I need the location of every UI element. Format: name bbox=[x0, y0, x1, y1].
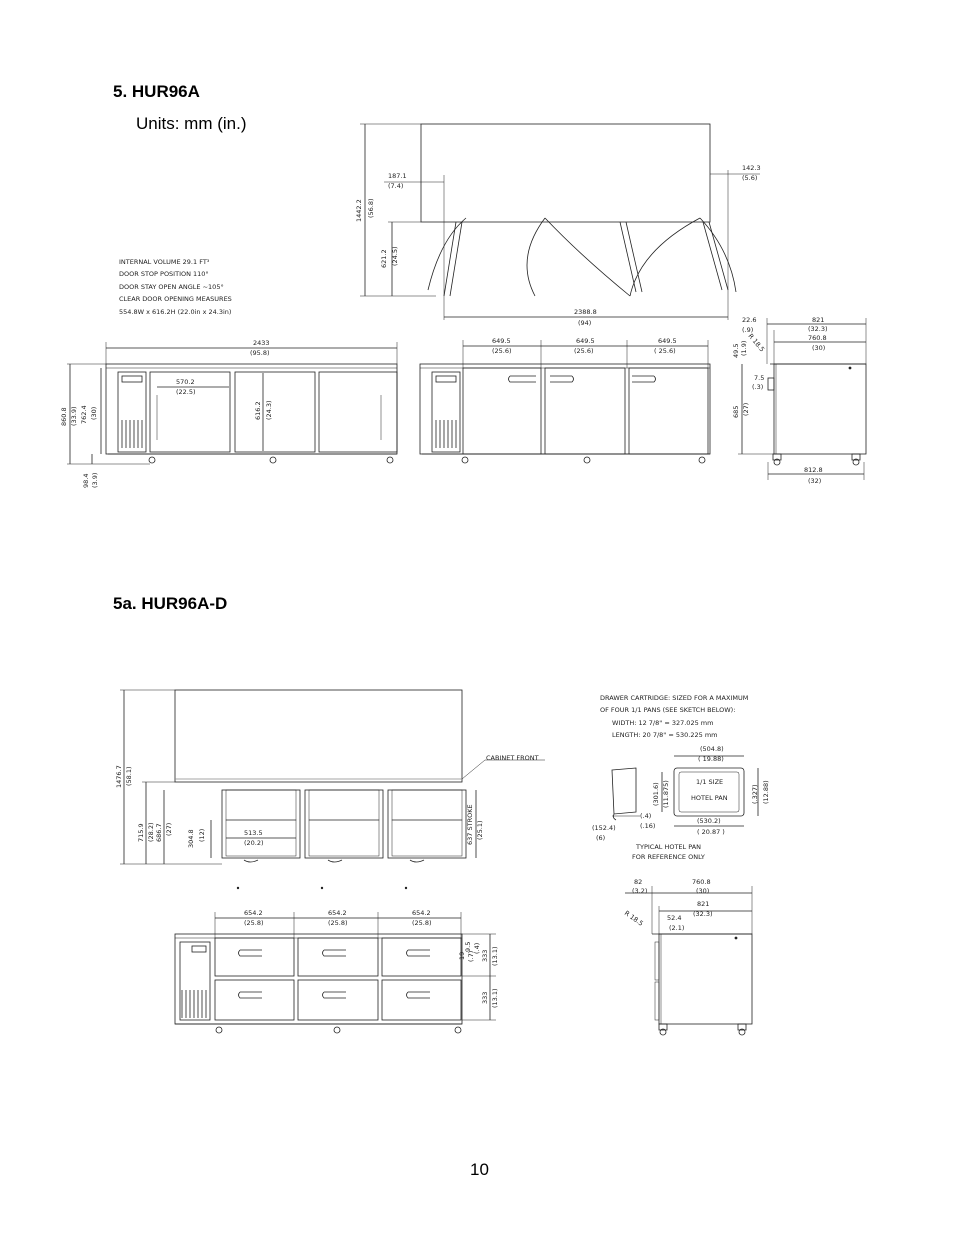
dim-98-4: 98.4 bbox=[82, 473, 90, 488]
drawer-front-view-hur96a-d bbox=[175, 909, 499, 1033]
side-view-hur96a bbox=[732, 316, 866, 485]
dim-22-5: (22.5) bbox=[176, 388, 196, 396]
dim-187-1: 187.1 bbox=[388, 172, 407, 180]
dim-333-b: 333 bbox=[481, 991, 489, 1004]
dim-649-5-a: 649.5 bbox=[492, 337, 511, 345]
dim-32-3: (32.3) bbox=[808, 325, 828, 333]
front-open-view-hur96a-d bbox=[115, 690, 545, 889]
dim-22-6: 22.6 bbox=[742, 316, 757, 324]
dim-0-9: (.9) bbox=[742, 326, 754, 334]
dim-r18-5-5a: R 18.5 bbox=[622, 909, 645, 928]
dim-19-88: ( 19.88) bbox=[698, 755, 724, 763]
note5a-line-4: LENGTH: 20 7/8" = 530.225 mm bbox=[612, 731, 718, 739]
pan-label-size: 1/1 SIZE bbox=[696, 778, 724, 786]
dim-25-8-b: (25.8) bbox=[328, 919, 348, 927]
dim-1442-2: 1442.2 bbox=[355, 199, 363, 222]
note-line-2: DOOR STOP POSITION 110° bbox=[119, 270, 209, 278]
front-view-hur96a bbox=[60, 339, 397, 488]
dim-28-2: (28.2) bbox=[147, 822, 155, 842]
dim-0-7: (.7) bbox=[467, 950, 475, 962]
dim-812-8: 812.8 bbox=[804, 466, 823, 474]
dim-530-2: (530.2) bbox=[697, 817, 721, 825]
door-view-hur96a bbox=[420, 337, 710, 463]
dim-95-8: (95.8) bbox=[250, 349, 270, 357]
dim-27-5a: (27) bbox=[165, 822, 173, 836]
dim-2433: 2433 bbox=[253, 339, 270, 347]
dim-5-6: (5.6) bbox=[742, 174, 758, 182]
dim-7-4: (7.4) bbox=[388, 182, 404, 190]
dim-621-2: 621.2 bbox=[380, 249, 388, 268]
dim-25-6-a: (25.6) bbox=[492, 347, 512, 355]
dim-715-9: 715.9 bbox=[137, 823, 145, 842]
dim-333-a: 333 bbox=[481, 949, 489, 962]
dim-504-8: (504.8) bbox=[700, 745, 724, 753]
dim-12-88: (12.88) bbox=[762, 780, 770, 804]
dim-24-3: (24.3) bbox=[265, 400, 273, 420]
dim-r18-5: R 18.5 bbox=[746, 332, 767, 354]
dim-301-6: (301.6) bbox=[652, 782, 660, 806]
dim-760-8: 760.8 bbox=[808, 334, 827, 342]
dim-32: (32) bbox=[808, 477, 822, 485]
dim-0-4: (.4) bbox=[640, 812, 652, 820]
dim-616-2: 616.2 bbox=[254, 401, 262, 420]
dim-9-5: 9.5 bbox=[464, 941, 472, 952]
dim-25-6-c: ( 25.6) bbox=[654, 347, 676, 355]
top-view-hur96a bbox=[355, 124, 761, 327]
page-number: 10 bbox=[470, 1160, 489, 1179]
dim-6: (6) bbox=[596, 834, 606, 842]
dim-304-8: 304.8 bbox=[187, 829, 195, 848]
dim-685: 685 bbox=[732, 405, 740, 418]
dim-654-2-b: 654.2 bbox=[328, 909, 347, 917]
dim-0-3: (.3) bbox=[752, 383, 764, 391]
dim-2-1: (2.1) bbox=[669, 924, 685, 932]
dim-20-87: ( 20.87 ) bbox=[697, 828, 725, 836]
dim-25-8-c: (25.8) bbox=[412, 919, 432, 927]
units-label: Units: mm (in.) bbox=[136, 114, 247, 133]
dim-654-2-a: 654.2 bbox=[244, 909, 263, 917]
dim-49-5: 49.5 bbox=[732, 343, 740, 358]
dim-25-8-a: (25.8) bbox=[244, 919, 264, 927]
dim-56-8: (56.8) bbox=[367, 198, 375, 218]
dim-821-5a: 821 bbox=[697, 900, 710, 908]
dim-13-1-a: (13.1) bbox=[491, 946, 499, 966]
pan-label-hotel: HOTEL PAN bbox=[691, 794, 728, 802]
note5a-line-1: DRAWER CARTRIDGE: SIZED FOR A MAXIMUM bbox=[600, 694, 749, 702]
dim-649-5-b: 649.5 bbox=[576, 337, 595, 345]
note-line-5: 554.8W x 616.2H (22.0in x 24.3in) bbox=[119, 308, 232, 316]
dim-94: (94) bbox=[578, 319, 592, 327]
hotel-pan-sketch bbox=[592, 745, 770, 861]
dim-20-2: (20.2) bbox=[244, 839, 264, 847]
dim-30-side: (30) bbox=[812, 344, 826, 352]
dim-13-1-b: (13.1) bbox=[491, 988, 499, 1008]
dim-30: (30) bbox=[90, 406, 98, 420]
dim-3-9: (3.9) bbox=[91, 472, 99, 488]
dim-760-8-5a: 760.8 bbox=[692, 878, 711, 886]
dim-637-stroke: 637 STROKE bbox=[466, 804, 474, 845]
dim-7-5: 7.5 bbox=[754, 374, 765, 382]
dim-30-5a: (30) bbox=[696, 887, 710, 895]
dim-52-4: 52.4 bbox=[667, 914, 682, 922]
dim-1476-7: 1476.7 bbox=[115, 765, 123, 788]
dim-1-9: (1.9) bbox=[740, 340, 748, 356]
dim-0-4-b: (.4) bbox=[473, 942, 481, 954]
dim-58-1: (58.1) bbox=[125, 766, 133, 786]
dim-860-8: 860.8 bbox=[60, 407, 68, 426]
dim-19: 19 bbox=[458, 951, 466, 960]
dim-12: (12) bbox=[198, 828, 206, 842]
dim-327: (.327) bbox=[751, 784, 759, 804]
dim-24-5: (24.5) bbox=[391, 246, 399, 266]
dim-142-3: 142.3 bbox=[742, 164, 761, 172]
side-view-hur96a-d bbox=[623, 878, 752, 1035]
dim-82: 82 bbox=[634, 878, 643, 886]
dim-686-7: 686.7 bbox=[155, 823, 163, 842]
dim-2388-8: 2388.8 bbox=[574, 308, 597, 316]
pan-caption-1: TYPICAL HOTEL PAN bbox=[636, 843, 702, 851]
label-cabinet-front: CABINET FRONT bbox=[486, 754, 539, 762]
dim-25-1: (25.1) bbox=[476, 820, 484, 840]
dim-654-2-c: 654.2 bbox=[412, 909, 431, 917]
dim-570-2: 570.2 bbox=[176, 378, 195, 386]
dim-821: 821 bbox=[812, 316, 825, 324]
dim-649-5-c: 649.5 bbox=[658, 337, 677, 345]
note-line-3: DOOR STAY OPEN ANGLE ~105° bbox=[119, 283, 224, 291]
dim-3-2: (3.2) bbox=[632, 887, 648, 895]
section-title-hur96a-d: 5a. HUR96A-D bbox=[113, 594, 228, 613]
dim-33-9: (33.9) bbox=[70, 406, 78, 426]
note-line-4: CLEAR DOOR OPENING MEASURES bbox=[119, 295, 232, 303]
notes-hur96a bbox=[119, 258, 232, 316]
notes-hur96a-d bbox=[600, 694, 748, 739]
dim-27: (27) bbox=[742, 402, 750, 416]
dim-25-6-b: (25.6) bbox=[574, 347, 594, 355]
dim-32-3-5a: (32.3) bbox=[693, 910, 713, 918]
note5a-line-3: WIDTH: 12 7/8" = 327.025 mm bbox=[612, 719, 714, 727]
dim-152-4: (152.4) bbox=[592, 824, 616, 832]
dim-0-16: (.16) bbox=[640, 822, 656, 830]
pan-caption-2: FOR REFERENCE ONLY bbox=[632, 853, 705, 861]
dim-762-4: 762.4 bbox=[80, 405, 88, 424]
note-line-1: INTERNAL VOLUME 29.1 FT³ bbox=[119, 258, 210, 266]
dim-11-875: (11.875) bbox=[662, 780, 670, 808]
dim-513-5: 513.5 bbox=[244, 829, 263, 837]
section-title-hur96a: 5. HUR96A bbox=[113, 82, 200, 101]
note5a-line-2: OF FOUR 1/1 PANS (SEE SKETCH BELOW): bbox=[600, 706, 736, 714]
